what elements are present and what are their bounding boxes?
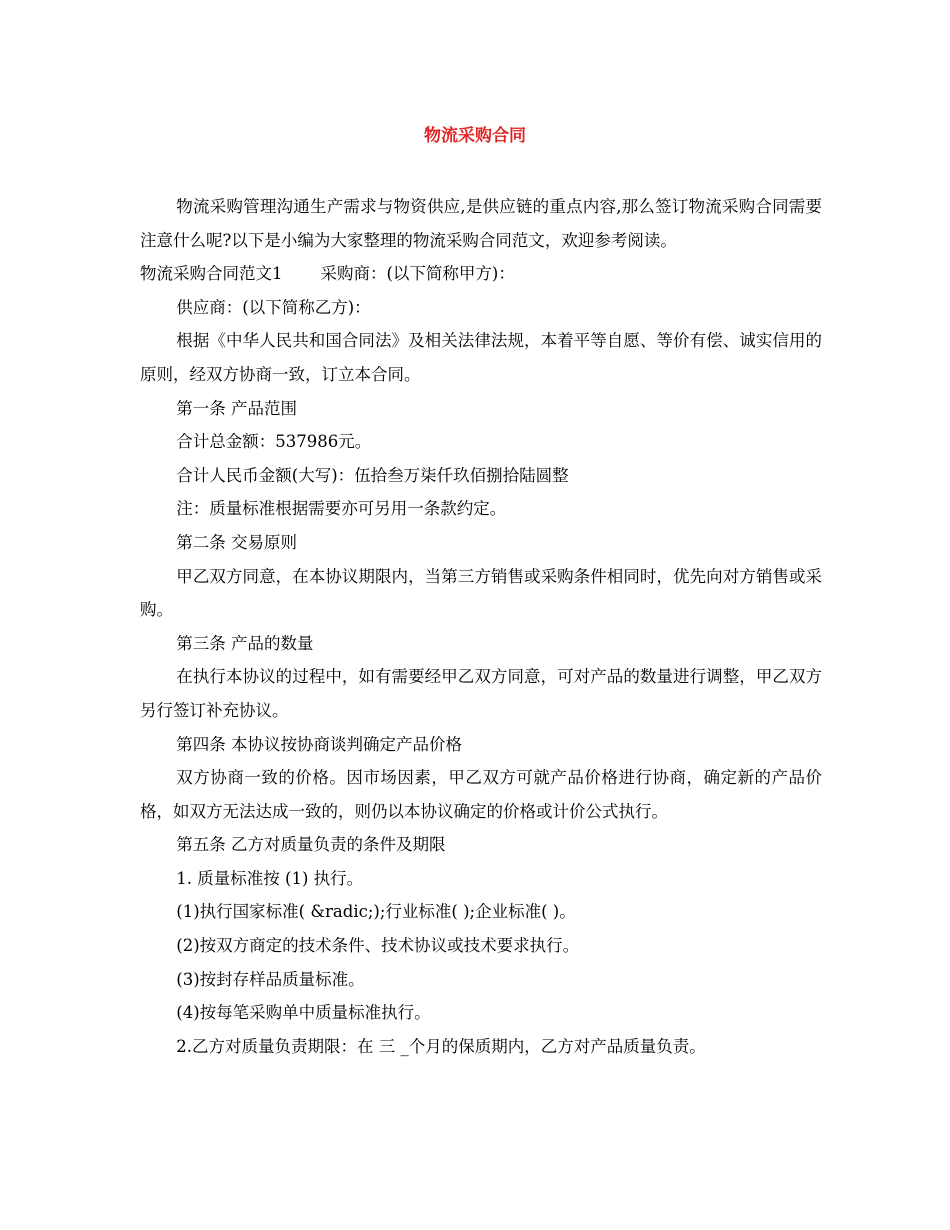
buyer-line: 采购商：(以下简称甲方)： — [320, 264, 515, 284]
quality-option-4: (4)按每笔采购单中质量标准执行。 — [176, 1003, 431, 1023]
article-2-heading: 第二条 交易原则 — [176, 532, 298, 552]
quality-standard-line: 1. 质量标准按 (1) 执行。 — [176, 868, 364, 888]
sample-heading-line — [140, 257, 822, 291]
quality-option-1: (1)执行国家标准( &radic;);行业标准( );企业标准( )。 — [176, 902, 576, 922]
sample-heading-label: 物流采购合同范文1 — [140, 264, 283, 284]
article-4-paragraph: 双方协商一致的价格。因市场因素，甲乙双方可就产品价格进行协商，确定新的产品价格，如双方无法达成一致的，则仍以本协议确定的价格或计价公式执行。 — [140, 768, 822, 821]
document-title: 物流采购合同 — [424, 126, 526, 146]
article-4-heading: 第四条 本协议按协商谈判确定产品价格 — [176, 734, 463, 754]
total-amount-line: 合计总金额：537986元。 — [176, 432, 372, 452]
quality-option-2: (2)按双方商定的技术条件、技术协议或技术要求执行。 — [176, 936, 580, 956]
total-amount-capital-line: 合计人民币金额(大写)：伍拾叁万柒仟玖佰捌拾陆圆整 — [176, 465, 569, 485]
article-3-paragraph: 在执行本协议的过程中，如有需要经甲乙双方同意，可对产品的数量进行调整，甲乙双方另行签订补充协议。 — [140, 667, 822, 720]
supplier-line: 供应商：(以下简称乙方)： — [176, 297, 371, 317]
intro-paragraph: 物流采购管理沟通生产需求与物资供应,是供应链的重点内容,那么签订物流采购合同需要注意什么呢?以下是小编为大家整理的物流采购合同范文，欢迎参考阅读。 — [140, 197, 822, 250]
document-body — [140, 190, 822, 1063]
quality-option-3: (3)按封存样品质量标准。 — [176, 969, 365, 989]
preamble-paragraph: 根据《中华人民共和国合同法》及相关法律法规，本着平等自愿、等价有偿、诚实信用的原则，经双方协商一致，订立本合同。 — [140, 331, 822, 384]
quality-period-line: 2.乙方对质量负责期限：在 三 _个月的保质期内，乙方对产品质量负责。 — [176, 1036, 706, 1056]
article-3-heading: 第三条 产品的数量 — [176, 633, 314, 653]
quality-note-line: 注：质量标准根据需要亦可另用一条款约定。 — [176, 499, 507, 519]
article-1-heading: 第一条 产品范围 — [176, 398, 298, 418]
article-2-paragraph: 甲乙双方同意，在本协议期限内，当第三方销售或采购条件相同时，优先向对方销售或采购。 — [140, 566, 822, 620]
article-5-heading: 第五条 乙方对质量负责的条件及期限 — [176, 835, 446, 855]
